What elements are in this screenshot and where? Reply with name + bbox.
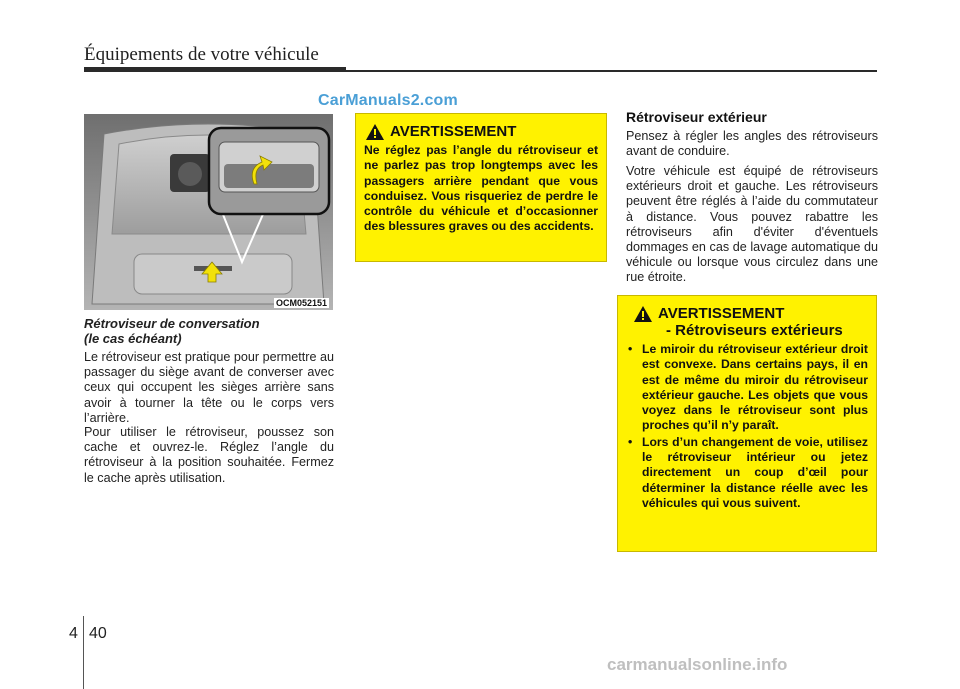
warning-list — [618, 339, 876, 511]
conversation-mirror-paragraph-1: Le rétroviseur est pratique pour permettre au passager du siège avant de converser avec ceux qui occupent les sièges arrière sans avoir à tourner la tête ou le corps vers l’arrière. — [84, 350, 334, 425]
footer-divider — [83, 616, 84, 689]
page-number: 40 — [89, 625, 107, 642]
caption-line-2: (le cas échéant) — [84, 331, 182, 346]
warning-item-text: Lors d’un changement de voie, utilisez le rétroviseur intérieur ou jetez directement un coup d’œil pour déterminer la distance réelle avec les véhicules qui vous suivent. — [642, 434, 868, 510]
figure-code: OCM052151 — [275, 298, 327, 308]
chapter-number: 4 — [69, 625, 78, 642]
header-rule-thick — [84, 67, 346, 72]
caption-line-1: Rétroviseur de conversation — [84, 316, 260, 331]
conversation-mirror-photo — [84, 114, 333, 310]
exterior-mirror-paragraph-2: Votre véhicule est équipé de rétroviseurs extérieurs droit et gauche. Les rétroviseurs peuvent être réglés à l’aide du commutateur à distance. Vous pouvez rabattre les rétroviseurs afin d'éviter d'éventuels dommages en cas de lavage automatique du véhicule ou lorsque vous circulez dans une rue étroite. — [626, 164, 878, 285]
warning-list-item — [628, 435, 868, 511]
warning-header — [618, 296, 876, 339]
section-heading-exterior-mirror: Rétroviseur extérieur — [626, 109, 767, 125]
warning-subtitle: - Rétroviseurs extérieurs — [666, 322, 843, 339]
warning-box-exterior-mirrors — [617, 295, 877, 552]
exterior-mirror-paragraph-1: Pensez à régler les angles des rétroviseurs avant de conduire. — [626, 129, 878, 159]
warning-list-item — [628, 342, 868, 434]
watermark-top[interactable]: CarManuals2.com — [318, 92, 458, 109]
header-rule-thin — [346, 70, 877, 72]
page-header-title: Équipements de votre véhicule — [84, 44, 319, 65]
watermark-bottom[interactable]: carmanualsonline.info — [607, 655, 788, 674]
mirror-illustration — [84, 114, 333, 310]
warning-triangle-icon — [634, 306, 652, 322]
bullet-icon: • — [628, 342, 633, 356]
figure-caption — [84, 316, 334, 346]
warning-header — [356, 114, 606, 140]
conversation-mirror-paragraph-2: Pour utiliser le rétroviseur, poussez son cache et ouvrez-le. Réglez l’angle du rétroviseur à la position souhaitée. Fermez le cache après utilisation. — [84, 425, 334, 485]
warning-box-conversation-mirror — [355, 113, 607, 262]
warning-title: AVERTISSEMENT — [390, 123, 517, 140]
warning-body: Ne réglez pas l’angle du rétroviseur et ne parlez pas trop longtemps avec les passagers arrière pendant que vous conduisez. Vous risqueriez de perdre le contrôle du véhicule et d’occasionner des blessures graves ou des accidents. — [364, 143, 598, 234]
warning-title: AVERTISSEMENT — [658, 305, 785, 322]
warning-triangle-icon — [366, 124, 384, 140]
bullet-icon: • — [628, 434, 633, 449]
warning-item-text: Le miroir du rétroviseur extérieur droit est convexe. Dans certains pays, il en est de même du miroir du rétroviseur extérieur gauche. Les objets que vous voyez dans le rétroviseur sont plus proches qu’il n’y paraît. — [642, 342, 868, 433]
